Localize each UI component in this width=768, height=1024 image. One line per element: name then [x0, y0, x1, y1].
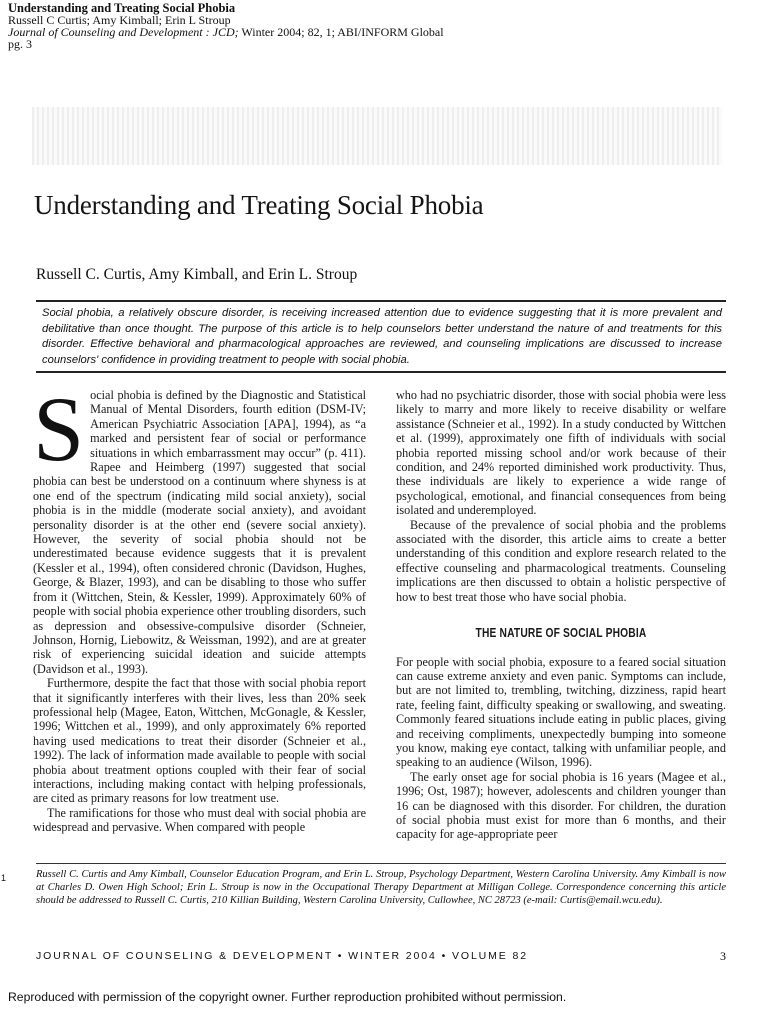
- header-title: Understanding and Treating Social Phobia: [8, 1, 236, 15]
- header-page: pg. 3: [8, 37, 32, 51]
- body-paragraph: The ramifications for those who must deal with social phobia are widespread and pervasive. When compared with people: [33, 805, 366, 835]
- page-number: 3: [720, 949, 726, 963]
- footnote-marker: 1: [1, 873, 7, 883]
- section-heading: THE NATURE OF SOCIAL PHOBIA: [475, 626, 647, 641]
- article-title: Understanding and Treating Social Phobia: [34, 190, 484, 220]
- scan-artifact: [32, 107, 722, 165]
- reproduction-notice: Reproduced with permission of the copyright owner. Further reproduction prohibited without permission.: [8, 990, 567, 1004]
- body-paragraph: Because of the prevalence of social phobia and the problems associated with the disorder, this article aims to create a better understanding of this condition and explore research related to the effective counseling and pharmacological treatments. Counseling implications are then discussed to obtain a holistic perspective of how to best treat those who have social phobia.: [396, 517, 726, 604]
- right-column: [396, 388, 726, 842]
- body-paragraph: Furthermore, despite the fact that those with social phobia report that it significantly interferes with their lives, less than 20% seek professional help (Magee, Eaton, Wittchen, McGonagle, & Kessler, 1996; Wittchen et al., 1999), and only approximately 6% reported having used medications to treat their disorder (Schneier et al., 1992). The lack of information made available to people with social phobia about treatment options coupled with their fear of social interactions, including making contact with helping professionals, are cited as primary reasons for low treatment use.: [33, 676, 366, 806]
- abstract-top-rule: [36, 300, 726, 302]
- header-journal-details: Winter 2004; 82, 1; ABI/INFORM Global: [238, 25, 444, 39]
- header-authors: Russell C Curtis; Amy Kimball; Erin L Stroup: [8, 13, 231, 27]
- drop-cap: S: [33, 378, 85, 480]
- body-paragraph: For people with social phobia, exposure to a feared social situation can cause extreme anxiety and even panic. Symptoms can include, but are not limited to, trembling, twitching, dizziness, rapid heart rate, feeling faint, difficulty speaking or swallowing, and sweating. Commonly feared situations include eating in public places, giving and receiving compliments, unexpectedly bumping into someone you know, making eye contact, talking with unfamiliar people, and speaking to an audience (Wilson, 1996).: [396, 654, 726, 770]
- article-authors: Russell C. Curtis, Amy Kimball, and Erin L. Stroup: [36, 266, 358, 283]
- abstract: Social phobia, a relatively obscure disorder, is receiving increased attention due to evidence suggesting that it is more prevalent and debilitative than once thought. The purpose of this article is to help counselors better understand the nature of and treatments for this disorder. Effective behavioral and pharmacological approaches are reviewed, and counseling implications are discussed to increase counselors' confidence in providing treatment to people with social phobia.: [42, 307, 722, 366]
- running-footer: JOURNAL OF COUNSELING & DEVELOPMENT • WINTER 2004 • VOLUME 82: [36, 950, 529, 962]
- left-column: [33, 378, 366, 835]
- footnote-rule: [36, 863, 726, 864]
- body-paragraph: who had no psychiatric disorder, those with social phobia were less likely to marry and more likely to receive disability or welfare assistance (Schneier et al., 1992). In a study conducted by Wittchen et al. (1999), approximately one fifth of individuals with social phobia reported missing school and/or work because of their condition, and 24% reported diminished work productivity. Thus, these individuals are likely to experience a wide range of psychological, emotional, and financial consequences from being isolated and underemployed.: [396, 388, 726, 518]
- header-journal: [8, 26, 444, 38]
- body-paragraph: ocial phobia is defined by the Diagnostic and Statistical Manual of Mental Disorders, fourth edition (DSM-IV; American Psychiatric Association [APA], 1994), as “a marked and persistent fear of social or performance situations in which embarrassment may occur” (p. 411). Rapee and Heimberg (1997) suggested that social phobia can best be understood on a continuum where shyness is at one end of the spectrum (indicating mild social anxiety), social phobia is in the middle (moderate social anxiety), and avoidant personality disorder is at the other end (severe social anxiety). However, the severity of social phobia should not be underestimated because evidence suggests that it is prevalent (Kessler et al., 1994), often considered chronic (Davidson, Hughes, George, & Blazer, 1993), and can be disabling to those who suffer from it (Wittchen, Stein, & Kessler, 1999). Approximately 60% of people with social phobia experience other troubling disorders, such as depression and obsessive-compulsive disorder (Schneier, Johnson, Hornig, Liebowitz, & Weissman, 1992), and are at greater risk of experiencing suicidal ideation and suicide attempts (Davidson et al., 1993).: [33, 388, 366, 676]
- author-footnote: Russell C. Curtis and Amy Kimball, Counselor Education Program, and Erin L. Stroup, Psychology Department, Western Carolina University. Amy Kimball is now at Charles D. Owen High School; Erin L. Stroup is now in the Occupational Therapy Department at Milligan College. Correspondence concerning this article should be addressed to Russell C. Curtis, 210 Killian Building, Western Carolina University, Cullowhee, NC 28723 (e-mail: Curtis@email.wcu.edu).: [36, 869, 726, 906]
- abstract-bottom-rule: [36, 371, 726, 373]
- citation-header: [8, 2, 444, 50]
- header-journal-source: Journal of Counseling and Development : JCD;: [8, 25, 239, 39]
- body-paragraph: The early onset age for social phobia is 16 years (Magee et al., 1996; Ost, 1987); however, adolescents and children younger than 16 can be diagnosed with this disorder. For children, the duration of social phobia must exist for more than 6 months, and their capacity for age-appropriate peer: [396, 769, 726, 842]
